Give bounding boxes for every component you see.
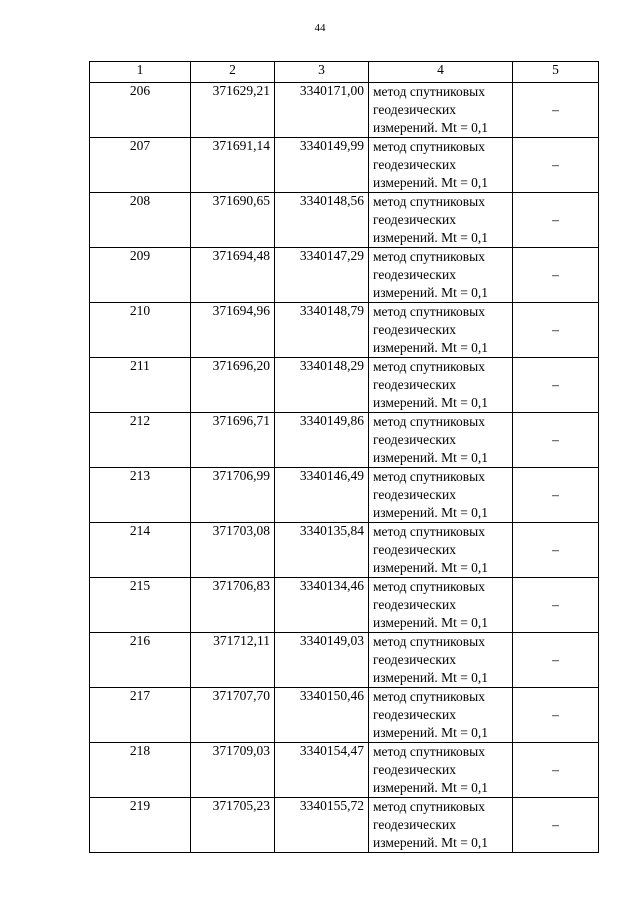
method-text-line: геодезических	[373, 322, 456, 337]
note-cell: –	[513, 248, 599, 303]
coordinates-table	[89, 61, 599, 853]
method-text-line: метод спутниковых	[373, 359, 485, 374]
method-text-line: измерений. Mt = 0,1	[373, 340, 489, 355]
method-text-line: метод спутниковых	[373, 414, 485, 429]
table-row	[90, 633, 599, 688]
method-text-line: геодезических	[373, 267, 456, 282]
y-coordinate-cell: 3340148,56	[275, 193, 369, 248]
method-text-line: измерений. Mt = 0,1	[373, 780, 489, 795]
table-row	[90, 193, 599, 248]
point-number-cell: 208	[90, 193, 191, 248]
method-text-line: измерений. Mt = 0,1	[373, 615, 489, 630]
table-row	[90, 578, 599, 633]
point-number-cell: 214	[90, 523, 191, 578]
method-cell	[369, 358, 513, 413]
point-number-cell: 210	[90, 303, 191, 358]
method-text-line: геодезических	[373, 157, 456, 172]
method-text-line: метод спутниковых	[373, 799, 485, 814]
table-row	[90, 248, 599, 303]
note-cell: –	[513, 578, 599, 633]
table-row	[90, 138, 599, 193]
method-text-line: измерений. Mt = 0,1	[373, 725, 489, 740]
x-coordinate-cell: 371709,03	[191, 743, 275, 798]
method-text-line: измерений. Mt = 0,1	[373, 285, 489, 300]
method-cell	[369, 303, 513, 358]
point-number-cell: 206	[90, 83, 191, 138]
method-text-line: метод спутниковых	[373, 469, 485, 484]
table-body	[90, 83, 599, 853]
point-number-cell: 212	[90, 413, 191, 468]
y-coordinate-cell: 3340134,46	[275, 578, 369, 633]
x-coordinate-cell: 371703,08	[191, 523, 275, 578]
note-cell: –	[513, 468, 599, 523]
point-number-cell: 215	[90, 578, 191, 633]
method-text-line: метод спутниковых	[373, 139, 485, 154]
method-text-line: геодезических	[373, 102, 456, 117]
table-row	[90, 468, 599, 523]
x-coordinate-cell: 371694,96	[191, 303, 275, 358]
x-coordinate-cell: 371707,70	[191, 688, 275, 743]
method-text-line: измерений. Mt = 0,1	[373, 505, 489, 520]
method-cell	[369, 578, 513, 633]
note-cell: –	[513, 688, 599, 743]
table-row	[90, 413, 599, 468]
y-coordinate-cell: 3340149,99	[275, 138, 369, 193]
method-text-line: геодезических	[373, 212, 456, 227]
note-cell: –	[513, 83, 599, 138]
method-cell	[369, 743, 513, 798]
table-row	[90, 303, 599, 358]
point-number-cell: 207	[90, 138, 191, 193]
note-cell: –	[513, 138, 599, 193]
method-cell	[369, 413, 513, 468]
method-text-line: измерений. Mt = 0,1	[373, 450, 489, 465]
method-text-line: измерений. Mt = 0,1	[373, 835, 489, 850]
note-cell: –	[513, 798, 599, 853]
method-text-line: геодезических	[373, 542, 456, 557]
y-coordinate-cell: 3340148,79	[275, 303, 369, 358]
method-text-line: измерений. Mt = 0,1	[373, 230, 489, 245]
table-row	[90, 743, 599, 798]
point-number-cell: 216	[90, 633, 191, 688]
method-cell	[369, 798, 513, 853]
method-text-line: измерений. Mt = 0,1	[373, 395, 489, 410]
y-coordinate-cell: 3340149,86	[275, 413, 369, 468]
y-coordinate-cell: 3340171,00	[275, 83, 369, 138]
x-coordinate-cell: 371691,14	[191, 138, 275, 193]
column-header-1: 1	[90, 62, 191, 83]
note-cell: –	[513, 303, 599, 358]
table-row	[90, 688, 599, 743]
y-coordinate-cell: 3340135,84	[275, 523, 369, 578]
point-number-cell: 218	[90, 743, 191, 798]
note-cell: –	[513, 743, 599, 798]
method-text-line: метод спутниковых	[373, 84, 485, 99]
method-text-line: метод спутниковых	[373, 304, 485, 319]
method-text-line: измерений. Mt = 0,1	[373, 560, 489, 575]
method-text-line: измерений. Mt = 0,1	[373, 120, 489, 135]
note-cell: –	[513, 358, 599, 413]
method-text-line: метод спутниковых	[373, 194, 485, 209]
method-text-line: геодезических	[373, 432, 456, 447]
note-cell: –	[513, 193, 599, 248]
method-text-line: измерений. Mt = 0,1	[373, 175, 489, 190]
x-coordinate-cell: 371696,20	[191, 358, 275, 413]
x-coordinate-cell: 371694,48	[191, 248, 275, 303]
method-cell	[369, 468, 513, 523]
y-coordinate-cell: 3340146,49	[275, 468, 369, 523]
method-text-line: геодезических	[373, 377, 456, 392]
method-text-line: метод спутниковых	[373, 634, 485, 649]
table-row	[90, 523, 599, 578]
x-coordinate-cell: 371629,21	[191, 83, 275, 138]
method-text-line: метод спутниковых	[373, 579, 485, 594]
table-row	[90, 83, 599, 138]
y-coordinate-cell: 3340149,03	[275, 633, 369, 688]
method-text-line: метод спутниковых	[373, 249, 485, 264]
method-text-line: геодезических	[373, 762, 456, 777]
method-text-line: геодезических	[373, 487, 456, 502]
y-coordinate-cell: 3340154,47	[275, 743, 369, 798]
point-number-cell: 211	[90, 358, 191, 413]
note-cell: –	[513, 523, 599, 578]
table-header-row	[90, 62, 599, 83]
point-number-cell: 217	[90, 688, 191, 743]
x-coordinate-cell: 371706,99	[191, 468, 275, 523]
method-cell	[369, 248, 513, 303]
method-text-line: метод спутниковых	[373, 524, 485, 539]
x-coordinate-cell: 371696,71	[191, 413, 275, 468]
method-text-line: геодезических	[373, 707, 456, 722]
method-text-line: геодезических	[373, 817, 456, 832]
table-row	[90, 798, 599, 853]
y-coordinate-cell: 3340155,72	[275, 798, 369, 853]
method-text-line: метод спутниковых	[373, 744, 485, 759]
note-cell: –	[513, 413, 599, 468]
point-number-cell: 209	[90, 248, 191, 303]
x-coordinate-cell: 371712,11	[191, 633, 275, 688]
x-coordinate-cell: 371690,65	[191, 193, 275, 248]
method-cell	[369, 83, 513, 138]
page-number: 44	[314, 22, 326, 34]
method-cell	[369, 633, 513, 688]
method-text-line: геодезических	[373, 652, 456, 667]
method-text-line: измерений. Mt = 0,1	[373, 670, 489, 685]
y-coordinate-cell: 3340148,29	[275, 358, 369, 413]
x-coordinate-cell: 371705,23	[191, 798, 275, 853]
method-cell	[369, 193, 513, 248]
column-header-3: 3	[275, 62, 369, 83]
point-number-cell: 213	[90, 468, 191, 523]
method-text-line: геодезических	[373, 597, 456, 612]
method-cell	[369, 688, 513, 743]
table-row	[90, 358, 599, 413]
column-header-2: 2	[191, 62, 275, 83]
method-text-line: метод спутниковых	[373, 689, 485, 704]
method-cell	[369, 523, 513, 578]
column-header-5: 5	[513, 62, 599, 83]
method-cell	[369, 138, 513, 193]
note-cell: –	[513, 633, 599, 688]
x-coordinate-cell: 371706,83	[191, 578, 275, 633]
y-coordinate-cell: 3340147,29	[275, 248, 369, 303]
point-number-cell: 219	[90, 798, 191, 853]
column-header-4: 4	[369, 62, 513, 83]
y-coordinate-cell: 3340150,46	[275, 688, 369, 743]
